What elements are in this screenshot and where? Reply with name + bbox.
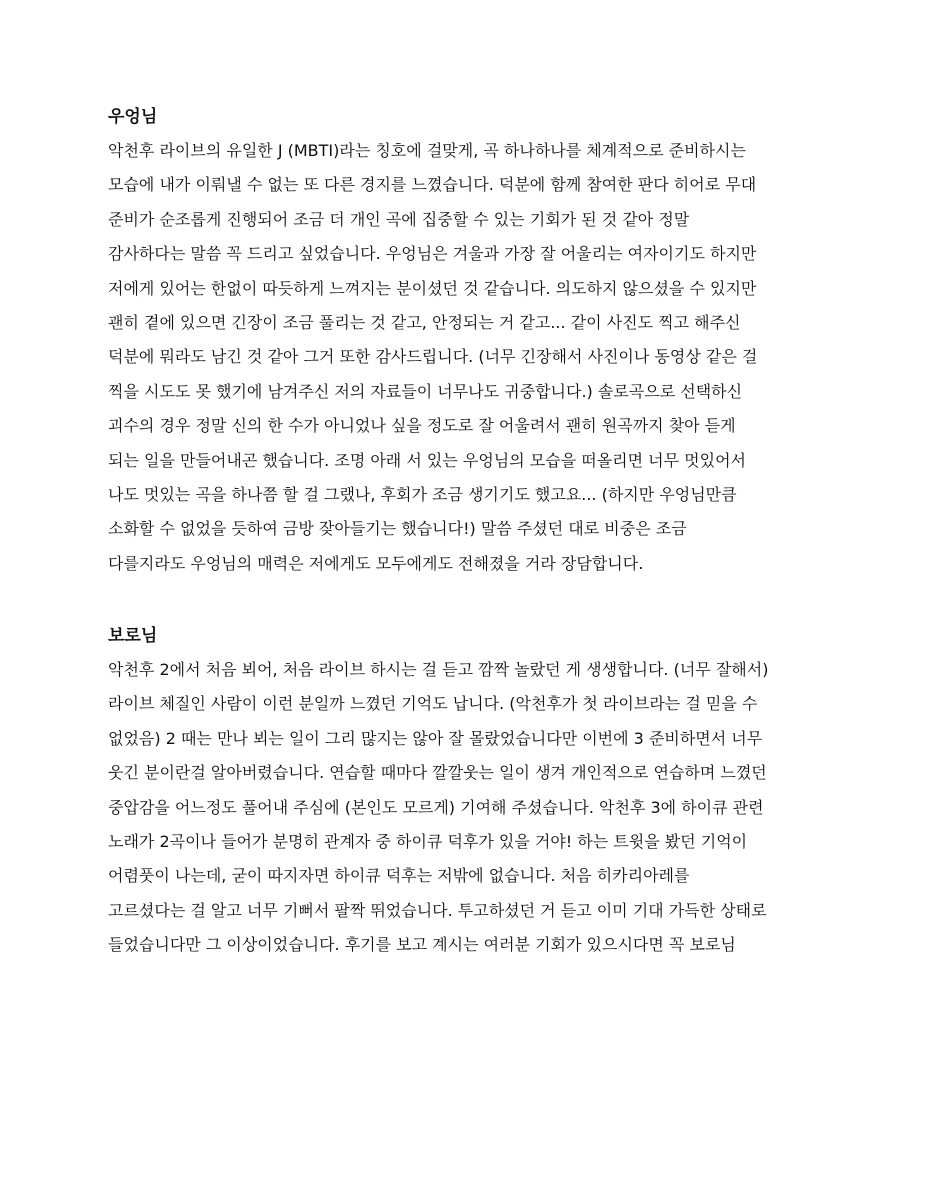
paragraph-line: 감사하다는 말씀 꼭 드리고 싶었습니다. 우엉님은 겨울과 가장 잘 어울리는 여자이기도 하지만 [108,244,757,264]
paragraph-line: 노래가 2곡이나 들어가 분명히 관계자 중 하이큐 덕후가 있을 거야! 하는 트윗을 봤던 기억이 [108,832,748,852]
section-title: 우엉님 [108,107,158,127]
paragraph-line: 어렴풋이 나는데, 굳이 따지자면 하이큐 덕후는 저밖에 없습니다. 처음 히카리아레를 [108,866,690,886]
paragraph-line: 중압감을 어느정도 풀어내 주심에 (본인도 모르게) 기여해 주셨습니다. 악천후 3에 하이큐 관련 [108,797,764,817]
paragraph-line: 괜히 곁에 있으면 긴장이 조금 풀리는 것 같고, 안정되는 거 같고... 같이 사진도 찍고 해주신 [108,312,741,332]
paragraph-line: 악천후 2에서 처음 뵈어, 처음 라이브 하시는 걸 듣고 깜짝 놀랐던 게 생생합니다. (너무 잘해서) [108,660,769,680]
paragraph-line: 고르셨다는 걸 알고 너무 기뻐서 팔짝 뛰었습니다. 투고하셨던 거 듣고 이미 기대 가득한 상태로 [108,900,767,920]
paragraph-line: 없었음) 2 때는 만나 뵈는 일이 그리 많지는 않아 잘 몰랐었습니다만 이번에 3 준비하면서 너무 [108,728,763,748]
paragraph-line: 나도 멋있는 곡을 하나쯤 할 걸 그랬나, 후회가 조금 생기기도 했고요... (하지만 우엉님만큼 [108,484,737,504]
document-page [108,100,828,963]
paragraph-line: 저에게 있어는 한없이 따듯하게 느껴지는 분이셨던 것 같습니다. 의도하지 않으셨을 수 있지만 [108,278,757,298]
paragraph-line: 모습에 내가 이뤄낼 수 없는 또 다른 경지를 느꼈습니다. 덕분에 함께 참여한 판다 히어로 무대 [108,175,757,195]
paragraph-line: 라이브 체질인 사람이 이런 분일까 느꼈던 기억도 납니다. (악천후가 첫 라이브라는 걸 믿을 수 [108,694,758,714]
paragraph-line: 덕분에 뭐라도 남긴 것 같아 그거 또한 감사드립니다. (너무 긴장해서 사진이나 동영상 같은 걸 [108,347,758,367]
paragraph-line: 들었습니다만 그 이상이었습니다. 후기를 보고 계시는 여러분 기회가 있으시다면 꼭 보로님 [108,935,736,955]
section-title: 보로님 [108,626,158,647]
paragraph-line: 다를지라도 우엉님의 매력은 저에게도 모두에게도 전해졌을 거라 장담합니다. [108,553,644,573]
paragraph-line: 소화할 수 없었을 듯하여 금방 잦아들기는 했습니다!) 말씀 주셨던 대로 비중은 조금 [108,519,687,539]
paragraph-line: 악천후 라이브의 유일한 J (MBTI)라는 칭호에 걸맞게, 곡 하나하나를 체계적으로 준비하시는 [108,141,746,160]
paragraph-line: 웃긴 분이란걸 알아버렸습니다. 연습할 때마다 깔깔웃는 일이 생겨 개인적으로 연습하며 느꼈던 [108,763,767,783]
paragraph-line: 준비가 순조롭게 진행되어 조금 더 개인 곡에 집중할 수 있는 기회가 된 것 같아 정말 [108,209,690,229]
paragraph-line: 찍을 시도도 못 했기에 남겨주신 저의 자료들이 너무나도 귀중합니다.) 솔로곡으로 선택하신 [108,381,743,401]
section-ueong [108,100,828,581]
paragraph-line: 괴수의 경우 정말 신의 한 수가 아니었나 싶을 정도로 잘 어울려서 괜히 원곡까지 찾아 듣게 [108,416,736,436]
section-boro [108,619,828,963]
paragraph-line: 되는 일을 만들어내곤 했습니다. 조명 아래 서 있는 우엉님의 모습을 떠올리면 너무 멋있어서 [108,450,746,470]
